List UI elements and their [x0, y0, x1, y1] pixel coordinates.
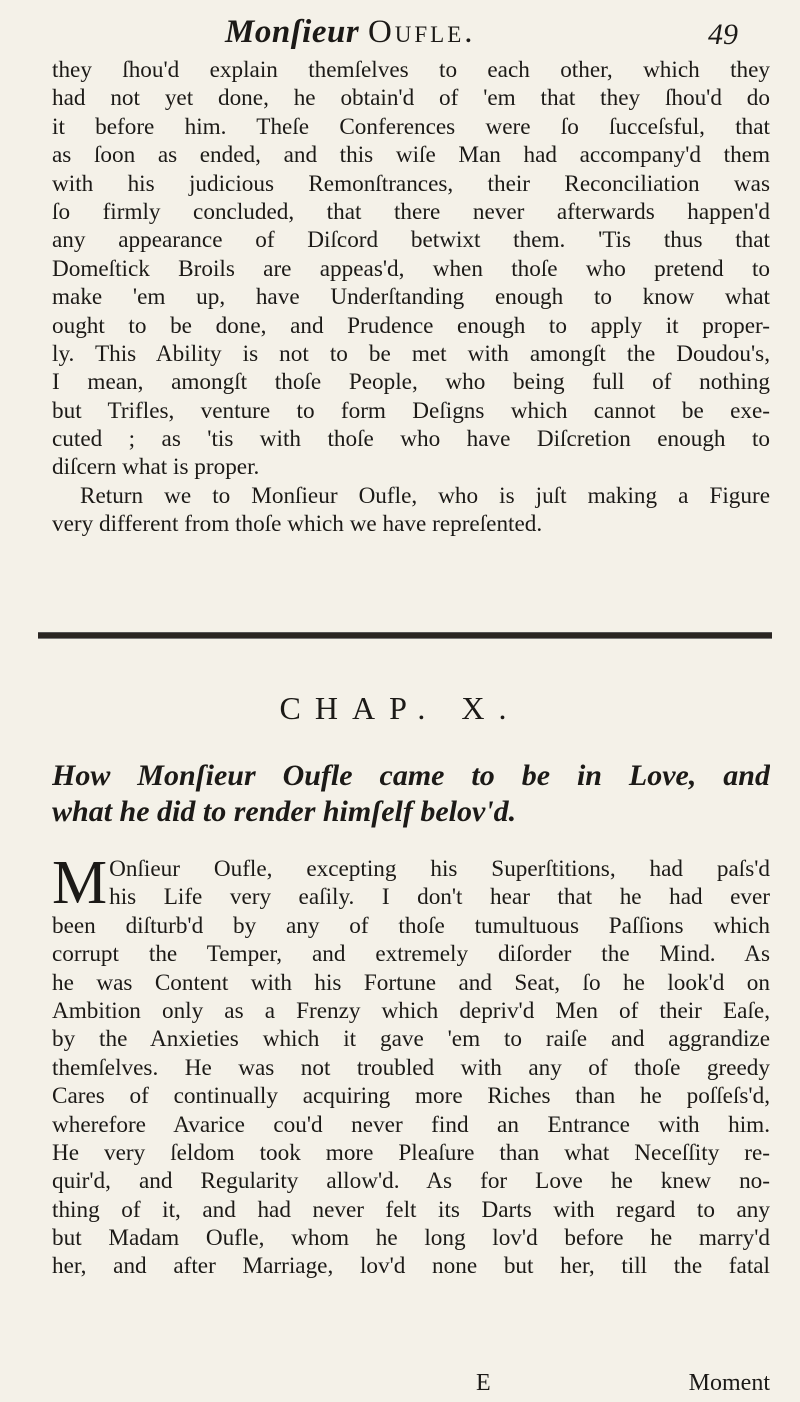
- text-line: themſelves. He was not troubled with any of thoſe greedy: [52, 1054, 770, 1081]
- text-line: as ſoon as ended, and this wiſe Man had accompany'd them: [52, 142, 770, 169]
- text-line: his Life very eaſily. I don't hear that he had ever: [109, 884, 770, 911]
- text-line: corrupt the Temper, and extremely diſorder the Mind. As: [52, 941, 770, 968]
- catchword: Moment: [688, 1370, 770, 1396]
- text-line: Return we to Monſieur Oufle, who is juſt making a Figure: [80, 482, 770, 509]
- text-line: ſo firmly concluded, that there never afterwards happen'd: [52, 198, 770, 225]
- chapter-title-line: what he did to render himſelf belov'd.: [52, 795, 517, 828]
- text-line: by the Anxieties which it gave 'em to raiſe and aggrandize: [52, 1026, 770, 1053]
- page-number: 49: [708, 18, 738, 51]
- text-line: I mean, amongſt thoſe People, who being full of nothing: [52, 369, 770, 396]
- body-paragraph: [52, 849, 770, 1281]
- running-title: Monſieur: [225, 14, 360, 50]
- text-line: but Madam Oufle, whom he long lov'd before he marry'd: [52, 1225, 770, 1252]
- text-line: her, and after Marriage, lov'd none but her, till the fatal: [52, 1253, 770, 1280]
- text-line: it before him. Theſe Conferences were ſo ſucceſsful, that: [52, 113, 770, 140]
- text-line: Ambition only as a Frenzy which depriv'd Men of their Eaſe,: [52, 997, 770, 1024]
- drop-cap: M: [52, 849, 108, 917]
- text-line: Cares of continually acquiring more Riches than he poſſeſs'd,: [52, 1083, 770, 1110]
- text-line: He very ſeldom took more Pleaſure than what Neceſſity re-: [52, 1139, 770, 1166]
- text-line: make 'em up, have Underſtanding enough to know what: [52, 284, 770, 311]
- running-name: Oufle.: [367, 14, 476, 50]
- text-line: Domeſtick Broils are appeas'd, when thoſe who pretend to: [52, 255, 770, 282]
- text-line: any appearance of Diſcord betwixt them. 'Tis thus that: [52, 227, 770, 254]
- text-line: diſcern what is proper.: [52, 454, 260, 481]
- text-line: Onſieur Oufle, excepting his Superſtitions, had paſs'd: [109, 856, 770, 882]
- chapter-title: [52, 758, 770, 830]
- signature-mark: E: [476, 1370, 491, 1396]
- text-line: ly. This Ability is not to be met with amongſt the Doudou's,: [52, 340, 770, 367]
- text-line: but Trifles, venture to form Deſigns which cannot be exe-: [52, 397, 770, 424]
- chapter-title-line: How Monſieur Oufle came to be in Love, and: [52, 759, 770, 792]
- text-line: wherefore Avarice cou'd never find an Entrance with him.: [52, 1111, 770, 1138]
- text-line: they ſhou'd explain themſelves to each other, which they: [52, 57, 770, 83]
- text-line: been diſturb'd by any of thoſe tumultuous Paſſions which: [52, 912, 770, 939]
- top-paragraph: [52, 56, 770, 539]
- text-line: quir'd, and Regularity allow'd. As for Love he knew no-: [52, 1168, 770, 1195]
- text-line: very different from thoſe which we have repreſented.: [52, 511, 543, 538]
- chapter-divider-rule: [38, 632, 772, 639]
- text-line: with his judicious Remonſtrances, their Reconciliation was: [52, 170, 770, 197]
- text-line: thing of it, and had never felt its Darts with regard to any: [52, 1196, 770, 1223]
- text-line: he was Content with his Fortune and Seat, ſo he look'd on: [52, 969, 770, 996]
- page-footer: [52, 1370, 770, 1400]
- running-head: [225, 14, 476, 51]
- chapter-heading: CHAP. X.: [279, 690, 521, 726]
- text-line: ought to be done, and Prudence enough to apply it proper-: [52, 312, 770, 339]
- text-line: cuted ; as 'tis with thoſe who have Diſcretion enough to: [52, 426, 770, 453]
- text-line: had not yet done, he obtain'd of 'em that they ſhou'd do: [52, 85, 770, 112]
